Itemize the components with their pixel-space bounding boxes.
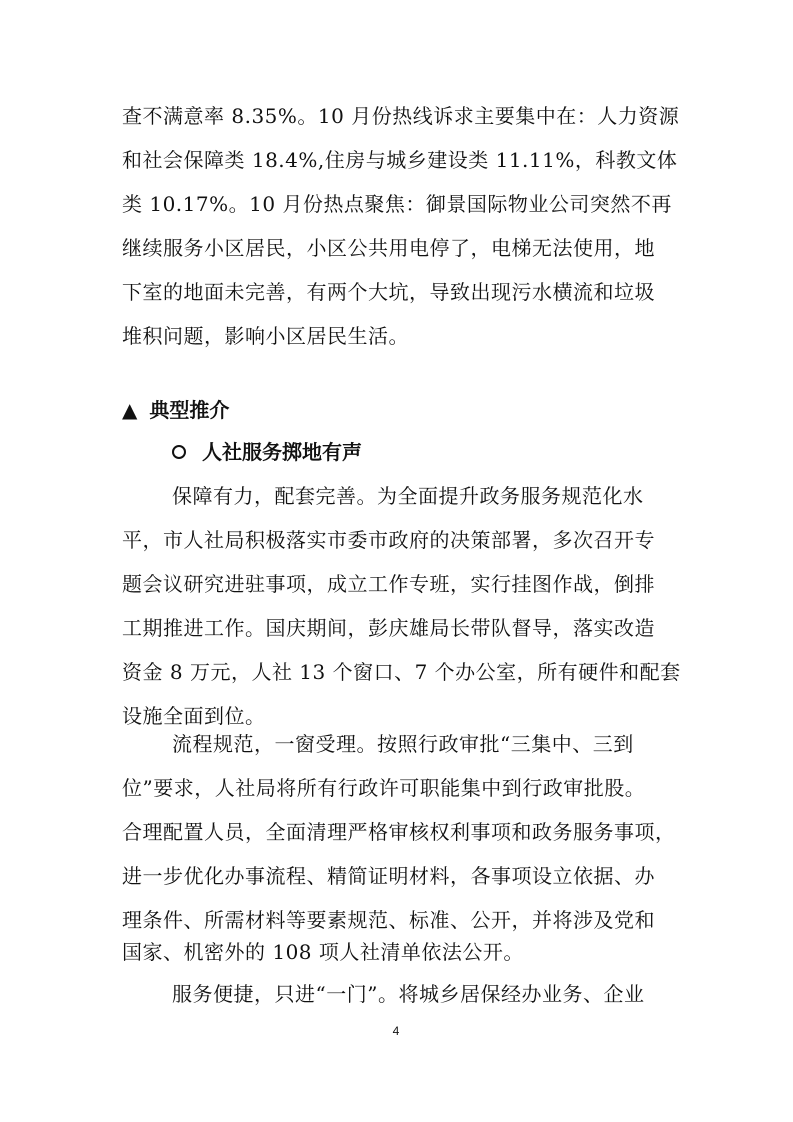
text-line: 国家、机密外的 108 项人社清单依法公开。	[122, 940, 524, 964]
section-title: 典型推介	[149, 398, 230, 422]
text-line: 类 10.17%。10 月份热点聚焦：御景国际物业公司突然不再	[122, 192, 672, 216]
text-line: 理条件、所需材料等要素规范、标准、公开，并将涉及党和	[122, 908, 655, 932]
text-line: 和社会保障类 18.4%,住房与城乡建设类 11.11%，科教文体	[122, 148, 678, 172]
text-line: 下室的地面未完善，有两个大坑，导致出现污水横流和垃圾	[122, 280, 655, 304]
text-line: 平，市人社局积极落实市委市政府的决策部署，多次召开专	[122, 528, 655, 552]
triangle-icon: ▲	[122, 398, 138, 422]
text-line: 设施全面到位。	[122, 704, 266, 728]
text-line: 保障有力，配套完善。为全面提升政务服务规范化水	[172, 484, 644, 508]
text-line: 继续服务小区居民，小区公共用电停了，电梯无法使用，地	[122, 236, 655, 260]
page-number: 4	[392, 1024, 400, 1038]
subsection-title: 人社服务掷地有声	[202, 440, 362, 464]
text-line: 堆积问题，影响小区居民生活。	[122, 324, 409, 348]
text-line: 查不满意率 8.35%。10 月份热线诉求主要集中在：人力资源	[122, 104, 680, 128]
text-line: 进一步优化办事流程、精简证明材料，各事项设立依据、办	[122, 864, 655, 888]
subsection-heading	[172, 432, 362, 472]
text-line: 资金 8 万元，人社 13 个窗口、7 个办公室，所有硬件和配套	[122, 660, 681, 684]
text-line: 合理配置人员，全面清理严格审核权利事项和政务服务事项，	[122, 820, 676, 844]
text-line: 流程规范，一窗受理。按照行政审批“三集中、三到	[172, 732, 634, 756]
circle-icon	[172, 445, 186, 459]
text-line: 题会议研究进驻事项，成立工作专班，实行挂图作战，倒排	[122, 572, 655, 596]
text-line: 位”要求，人社局将所有行政许可职能集中到行政审批股。	[122, 776, 646, 800]
section-heading	[122, 390, 229, 430]
text-line: 服务便捷，只进“一门”。将城乡居保经办业务、企业	[172, 982, 645, 1006]
text-line: 工期推进工作。国庆期间，彭庆雄局长带队督导，落实改造	[122, 616, 655, 640]
